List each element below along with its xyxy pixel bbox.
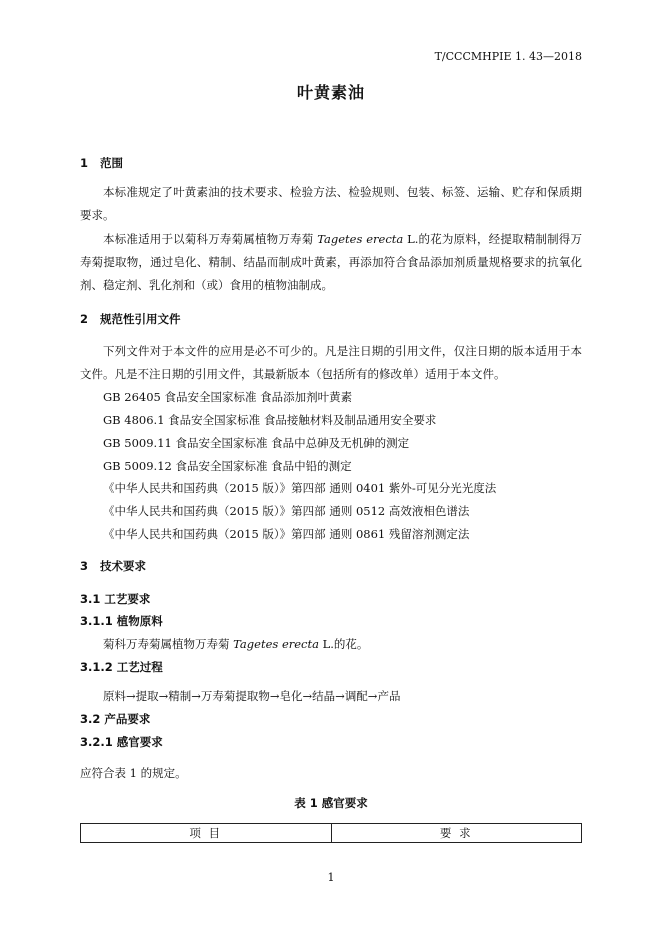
subsection-3-1-heading: 3.1 工艺要求 (80, 592, 151, 606)
section-3-heading (80, 558, 146, 574)
section-2-title: 规范性引用文件 (100, 312, 181, 326)
section-2-paragraph-1: 下列文件对于本文件的应用是必不可少的。凡是注日期的引用文件，仅注日期的版本适用于本文件。凡是不注日期的引用文件，其最新版本（包括所有的修改单）适用于本文件。 (80, 344, 582, 381)
reference-item: 《中华人民共和国药典（2015 版）》第四部 通则 0512 高效液相色谱法 (103, 504, 470, 518)
section-3-title: 技术要求 (100, 559, 147, 573)
reference-item: GB 4806.1 食品安全国家标准 食品接触材料及制品通用安全要求 (103, 413, 437, 427)
subsection-3-2-heading: 3.2 产品要求 (80, 712, 151, 726)
subsection-3-2-1-heading: 3.2.1 感官要求 (80, 735, 163, 749)
section-1-paragraph-1: 本标准规定了叶黄素油的技术要求、检验方法、检验规则、包装、标签、运输、贮存和保质期要求。 (80, 185, 582, 222)
reference-item: 《中华人民共和国药典（2015 版）》第四部 通则 0401 紫外-可见分光光度法 (103, 481, 497, 495)
reference-item: GB 5009.12 食品安全国家标准 食品中铅的测定 (103, 459, 352, 473)
section-1-number: 1 (80, 156, 89, 170)
section-1-paragraph-2: 本标准适用于以菊科万寿菊属植物万寿菊 Tagetes erecta L.的花为原料，经提取精制制得万寿菊提取物，通过皂化、精制、结晶而制成叶黄素，再添加符合食品添加剂质量规格要求的抗氧化剂、稳定剂、乳化剂和（或）食用的植物油制成。 (80, 232, 582, 292)
table-1-caption: 表 1 感官要求 (294, 796, 368, 810)
subsection-3-1-1-heading: 3.1.1 植物原料 (80, 614, 163, 628)
table-1 (80, 823, 582, 843)
reference-item: GB 26405 食品安全国家标准 食品添加剂叶黄素 (103, 390, 353, 404)
reference-item: 《中华人民共和国药典（2015 版）》第四部 通则 0861 残留溶剂测定法 (103, 527, 470, 541)
document-title: 叶黄素油 (296, 83, 365, 102)
section-1-heading (80, 155, 123, 171)
section-2-heading (80, 311, 181, 327)
latin-name: Tagetes erecta (317, 232, 404, 246)
section-2-number: 2 (80, 312, 89, 326)
subsection-3-2-1-text: 应符合表 1 的规定。 (80, 766, 187, 780)
table-header-item: 项 目 (189, 826, 223, 840)
section-3-number: 3 (80, 559, 89, 573)
table-header-requirement: 要 求 (331, 824, 582, 842)
subsection-3-1-1-text: 菊科万寿菊属植物万寿菊 Tagetes erecta L.的花。 (103, 637, 369, 651)
page-number: 1 (327, 871, 335, 884)
subsection-3-1-2-heading: 3.1.2 工艺过程 (80, 660, 163, 674)
reference-item: GB 5009.11 食品安全国家标准 食品中总砷及无机砷的测定 (103, 436, 410, 450)
process-flow-text: 原料→提取→精制→万寿菊提取物→皂化→结晶→调配→产品 (103, 689, 401, 703)
section-1-title: 范围 (100, 156, 124, 170)
standard-code: T/CCCMHPIE 1. 43—2018 (434, 50, 582, 63)
latin-name: Tagetes erecta (233, 637, 319, 651)
